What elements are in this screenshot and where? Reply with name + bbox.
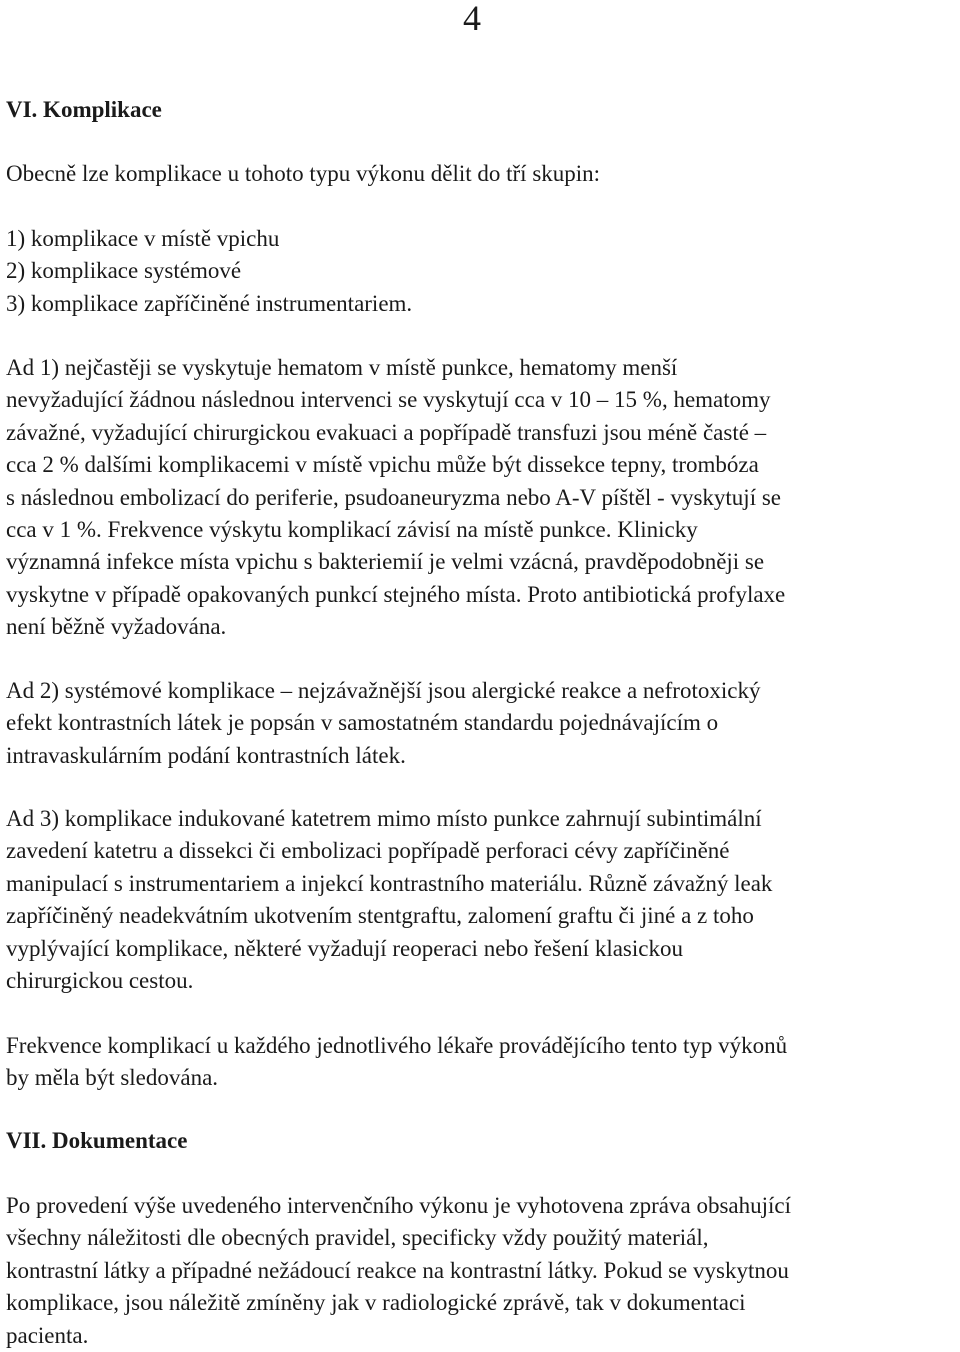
list-item: 1) komplikace v místě vpichu — [6, 226, 280, 251]
paragraph-line: efekt kontrastních látek je popsán v samostatném standardu pojednávajícím o — [6, 710, 719, 736]
paragraph-ad3 — [6, 803, 954, 997]
paragraph-line: komplikace, jsou náležitě zmíněny jak v radiologické zprávě, tak v dokumentaci — [6, 1290, 746, 1316]
paragraph-line: všechny náležitosti dle obecných pravidel, specificky vždy použitý materiál, — [6, 1225, 709, 1251]
paragraph-line: chirurgickou cestou. — [6, 968, 194, 994]
complication-groups-list — [6, 223, 954, 320]
paragraph-line: Ad 3) komplikace indukované katetrem mimo místo punkce zahrnují subintimální — [6, 806, 762, 831]
paragraph-line: intravaskulárním podání kontrastních látek. — [6, 742, 406, 768]
page-number: 4 — [463, 0, 481, 38]
paragraph-frequency — [6, 1030, 954, 1095]
paragraph-line: cca v 1 %. Frekvence výskytu komplikací závisí na místě punkce. Klinicky — [6, 517, 698, 543]
paragraph-line: zavedení katetru a dissekci či embolizaci popřípadě perforaci cévy zapříčiněné — [6, 838, 730, 864]
paragraph-line: Ad 1) nejčastěji se vyskytuje hematom v místě punkce, hematomy menší — [6, 355, 678, 380]
section-vi-intro: Obecně lze komplikace u tohoto typu výkonu dělit do tří skupin: — [6, 161, 601, 186]
paragraph-line: Po provedení výše uvedeného intervenčního výkonu je vyhotovena zpráva obsahující — [6, 1193, 791, 1218]
list-item: 2) komplikace systémové — [6, 258, 242, 284]
paragraph-line: zapříčiněný neadekvátním ukotvením stentgraftu, zalomení graftu či jiné a z toho — [6, 903, 754, 929]
paragraph-ad1 — [6, 352, 954, 644]
paragraph-line: kontrastní látky a případné nežádoucí reakce na kontrastní látky. Pokud se vyskytnou — [6, 1257, 789, 1283]
paragraph-line: nevyžadující žádnou následnou intervenci se vyskytují cca v 10 – 15 %, hematomy — [6, 387, 771, 413]
paragraph-line: závažné, vyžadující chirurgickou evakuaci a popřípadě transfuzi jsou méně časté – — [6, 419, 767, 445]
paragraph-line: cca 2 % dalšími komplikacemi v místě vpichu může být dissekce tepny, trombóza — [6, 452, 759, 478]
section-vi-heading: VI. Komplikace — [6, 97, 162, 122]
list-item: 3) komplikace zapříčiněné instrumentariem. — [6, 290, 413, 316]
paragraph-line: Ad 2) systémové komplikace – nejzávažnější jsou alergické reakce a nefrotoxický — [6, 678, 761, 703]
paragraph-ad2 — [6, 675, 954, 772]
paragraph-line: vyplývající komplikace, některé vyžadují reoperaci nebo řešení klasickou — [6, 935, 683, 961]
paragraph-line: významná infekce místa vpichu s bakteriemií je velmi vzácná, pravděpodobněji se — [6, 549, 765, 575]
paragraph-line: Frekvence komplikací u každého jednotlivého lékaře provádějícího tento typ výkonů — [6, 1033, 788, 1058]
paragraph-documentation — [6, 1190, 954, 1352]
paragraph-line: s následnou embolizací do periferie, psudoaneuryzma nebo A-V píštěl - vyskytují se — [6, 484, 781, 510]
paragraph-line: by měla být sledována. — [6, 1065, 219, 1091]
section-vii-heading: VII. Dokumentace — [6, 1128, 188, 1153]
paragraph-line: vyskytne v případě opakovaných punkcí stejného místa. Proto antibiotická profylaxe — [6, 581, 786, 607]
paragraph-line: manipulací s instrumentariem a injekcí kontrastního materiálu. Různě závažný leak — [6, 870, 773, 896]
paragraph-line: není běžně vyžadována. — [6, 614, 227, 640]
paragraph-line: pacienta. — [6, 1322, 89, 1348]
